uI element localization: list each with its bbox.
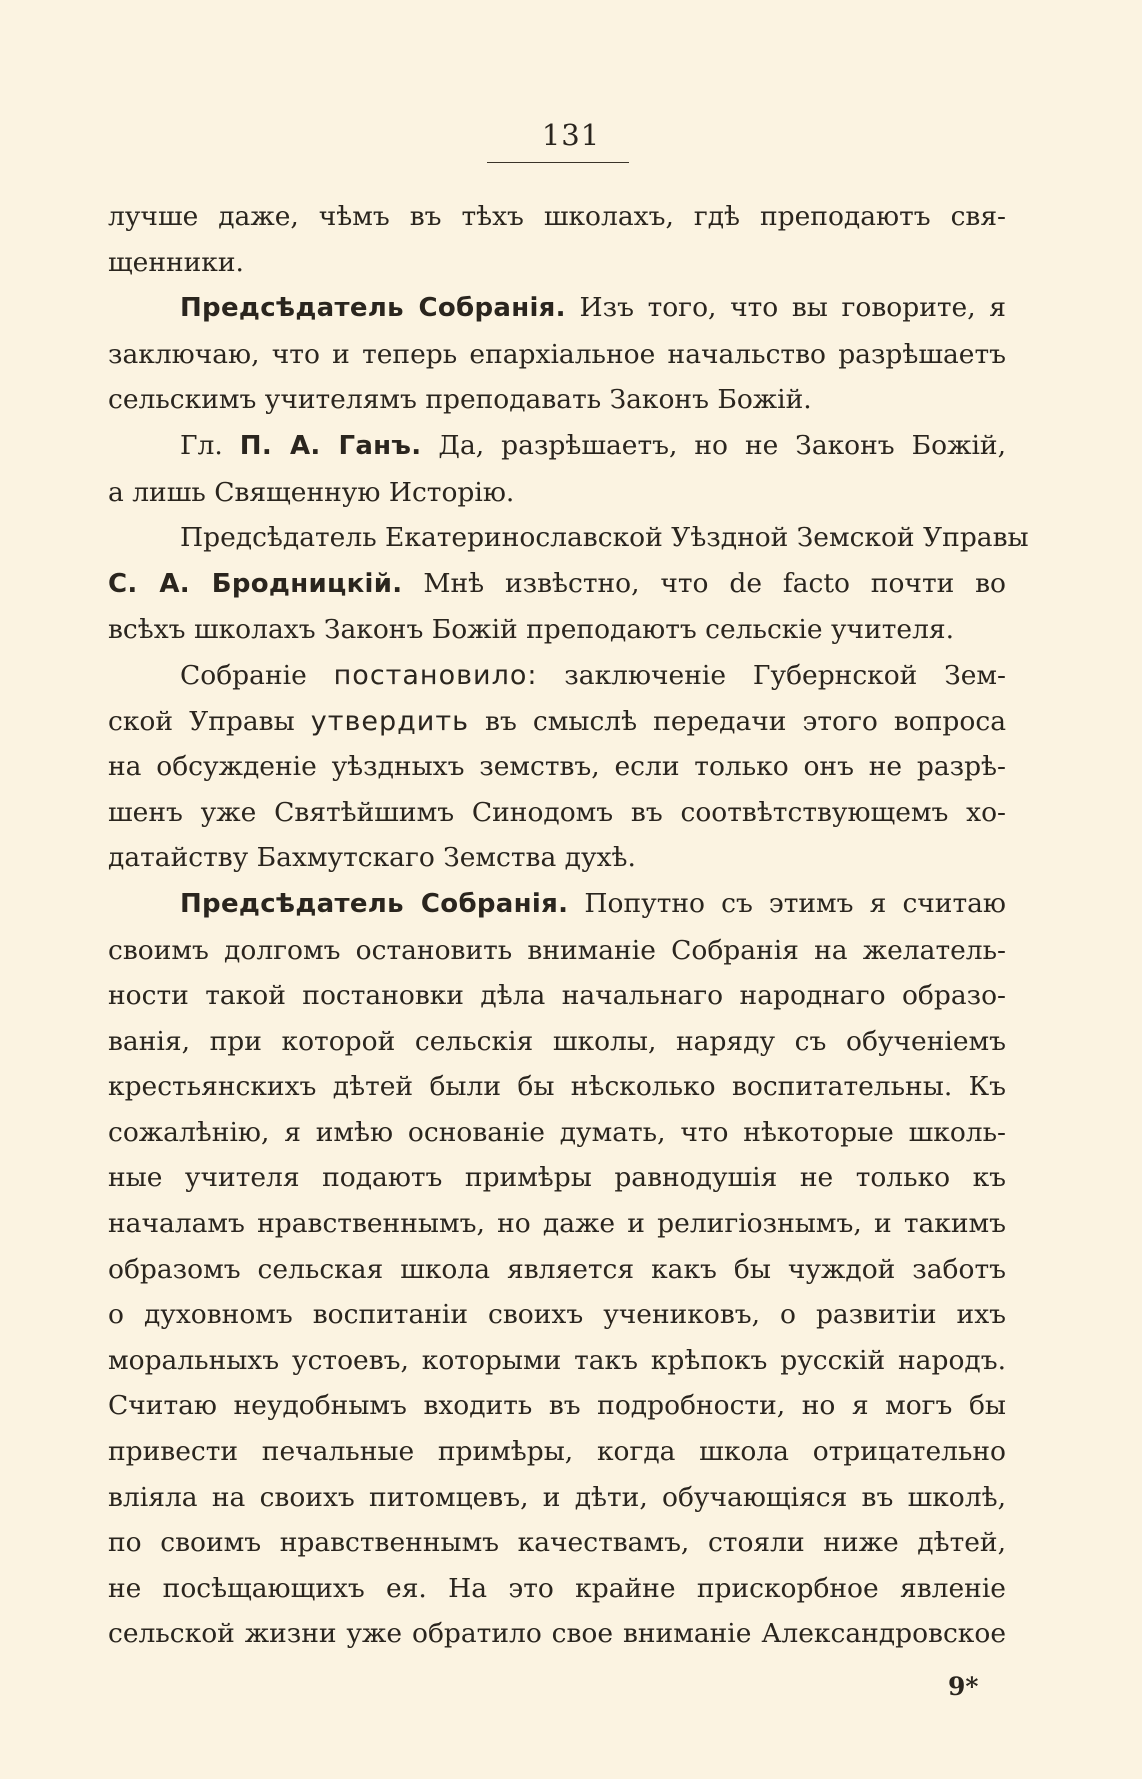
- text-line: [108, 515, 1029, 561]
- text-segment: Собраніе: [180, 659, 334, 691]
- text-line: [108, 1247, 1006, 1293]
- text-segment: сельской жизни уже обратило свое вниманіе Александровское: [108, 1618, 1006, 1650]
- text-segment: Считаю неудобнымъ входить въ подробности, но я могъ бы: [108, 1390, 1006, 1422]
- text-line: [108, 1019, 1006, 1065]
- text-segment: всѣхъ школахъ Законъ Божій преподаютъ сельскіе учителя.: [108, 614, 955, 646]
- text-segment: началамъ нравственнымъ, но даже и религіознымъ, и такимъ: [108, 1208, 1006, 1240]
- text-line: [108, 1338, 1006, 1384]
- text-line: [108, 423, 1006, 470]
- text-line: [108, 240, 1006, 286]
- text-segment: въ смыслѣ передачи этого вопроса: [468, 705, 1006, 737]
- text-line: [108, 194, 1006, 240]
- text-line: [108, 1383, 1006, 1429]
- text-segment: Гл.: [180, 429, 240, 461]
- paragraph: [108, 194, 1006, 285]
- text-segment: а лишь Священную Исторію.: [108, 476, 515, 508]
- text-line: [108, 285, 1006, 332]
- emphasized-word: утвердить: [310, 705, 469, 737]
- text-segment: Изъ того, что вы говорите, я: [565, 292, 1006, 324]
- paragraph: [108, 653, 1006, 881]
- text-line: [108, 973, 1006, 1019]
- text-line: [108, 928, 1006, 974]
- text-segment: лучше даже, чѣмъ въ тѣхъ школахъ, гдѣ преподаютъ свя-: [108, 201, 1006, 232]
- text-line: [108, 1064, 1006, 1110]
- text-segment: своимъ долгомъ остановить вниманіе Собранія на желатель-: [108, 934, 1006, 966]
- text-line: [108, 1110, 1006, 1156]
- speaker-name: Предсѣдатель Собранія.: [180, 888, 569, 919]
- text-segment: Предсѣдатель Екатеринославской Уѣздной Земской Управы: [180, 522, 1029, 554]
- text-segment: ности такой постановки дѣла начальнаго народнаго образо-: [108, 980, 1006, 1012]
- text-segment: заключаю, что и теперь епархіальное начальство разрѣшаетъ: [108, 338, 1006, 370]
- text-line: [108, 1566, 1006, 1612]
- text-line: [108, 653, 1006, 699]
- text-segment: сельскимъ учителямъ преподавать Законъ Божій.: [108, 384, 812, 416]
- text-segment: ской Управы: [108, 705, 311, 737]
- body-text: [108, 194, 1029, 1657]
- text-line: [108, 607, 1006, 653]
- paragraph: [108, 515, 1029, 653]
- text-line: [108, 1292, 1006, 1338]
- text-line: [108, 1520, 1006, 1566]
- text-segment: Да, разрѣшаетъ, но не Законъ Божій,: [421, 429, 1007, 461]
- text-segment: не посѣщающихъ ея. На это крайне прискорбное явленіе: [108, 1572, 1006, 1604]
- text-line: [108, 561, 1006, 608]
- text-segment: Попутно съ этимъ я считаю: [568, 887, 1006, 919]
- paragraph: [108, 423, 1006, 515]
- text-segment: привести печальные примѣры, когда школа отрицательно: [108, 1436, 1006, 1468]
- text-line: [108, 1429, 1006, 1475]
- text-segment: Мнѣ извѣстно, что de facto почти во: [402, 567, 1007, 599]
- signature-mark: 9*: [948, 1672, 979, 1701]
- text-segment: щенники.: [108, 246, 244, 278]
- text-segment: о духовномъ воспитаніи своихъ учениковъ, о развитіи ихъ: [108, 1299, 1006, 1331]
- text-segment: ные учителя подаютъ примѣры равнодушія не только къ: [108, 1162, 1006, 1194]
- text-line: [108, 1155, 1006, 1201]
- text-line: [108, 332, 1006, 378]
- text-segment: датайству Бахмутскаго Земства духѣ.: [108, 842, 636, 874]
- text-segment: шенъ уже Святѣйшимъ Синодомъ въ соотвѣтствующемъ хо-: [108, 796, 1006, 828]
- text-line: [108, 744, 1006, 790]
- text-line: [108, 699, 1006, 745]
- text-segment: заключеніе Губернской Зем-: [537, 659, 1006, 691]
- paragraph: [108, 881, 1006, 1657]
- emphasized-word: постановило:: [333, 659, 538, 691]
- speaker-name: С. А. Бродницкій.: [108, 568, 403, 599]
- speaker-name: Предсѣдатель Собранія.: [180, 293, 566, 324]
- text-segment: моральныхъ устоевъ, которыми такъ крѣпокъ русскій народъ.: [108, 1344, 1006, 1376]
- text-segment: крестьянскихъ дѣтей были бы нѣсколько воспитательны. Къ: [108, 1071, 1006, 1103]
- text-line: [108, 1475, 1006, 1521]
- text-segment: сожалѣнію, я имѣю основаніе думать, что нѣкоторые школь-: [108, 1116, 1006, 1148]
- text-line: [108, 790, 1006, 836]
- text-segment: по своимъ нравственнымъ качествамъ, стояли ниже дѣтей,: [108, 1527, 1006, 1559]
- text-segment: на обсужденіе уѣздныхъ земствъ, если только онъ не разрѣ-: [108, 751, 1006, 783]
- text-segment: образомъ сельская школа является какъ бы чуждой заботъ: [108, 1253, 1006, 1285]
- text-line: [108, 835, 1006, 881]
- text-line: [108, 881, 1006, 928]
- text-line: [108, 470, 1006, 516]
- text-line: [108, 377, 1006, 423]
- speaker-name: П. А. Ганъ.: [239, 430, 422, 461]
- text-segment: вліяла на своихъ питомцевъ, и дѣти, обучающіяся въ школѣ,: [108, 1481, 1006, 1513]
- page-number: 131: [541, 118, 601, 152]
- text-line: [108, 1201, 1006, 1247]
- text-line: [108, 1611, 1006, 1657]
- page-number-rule: [487, 162, 629, 163]
- text-segment: ванія, при которой сельскія школы, наряду съ обученіемъ: [108, 1025, 1006, 1057]
- paragraph: [108, 285, 1006, 423]
